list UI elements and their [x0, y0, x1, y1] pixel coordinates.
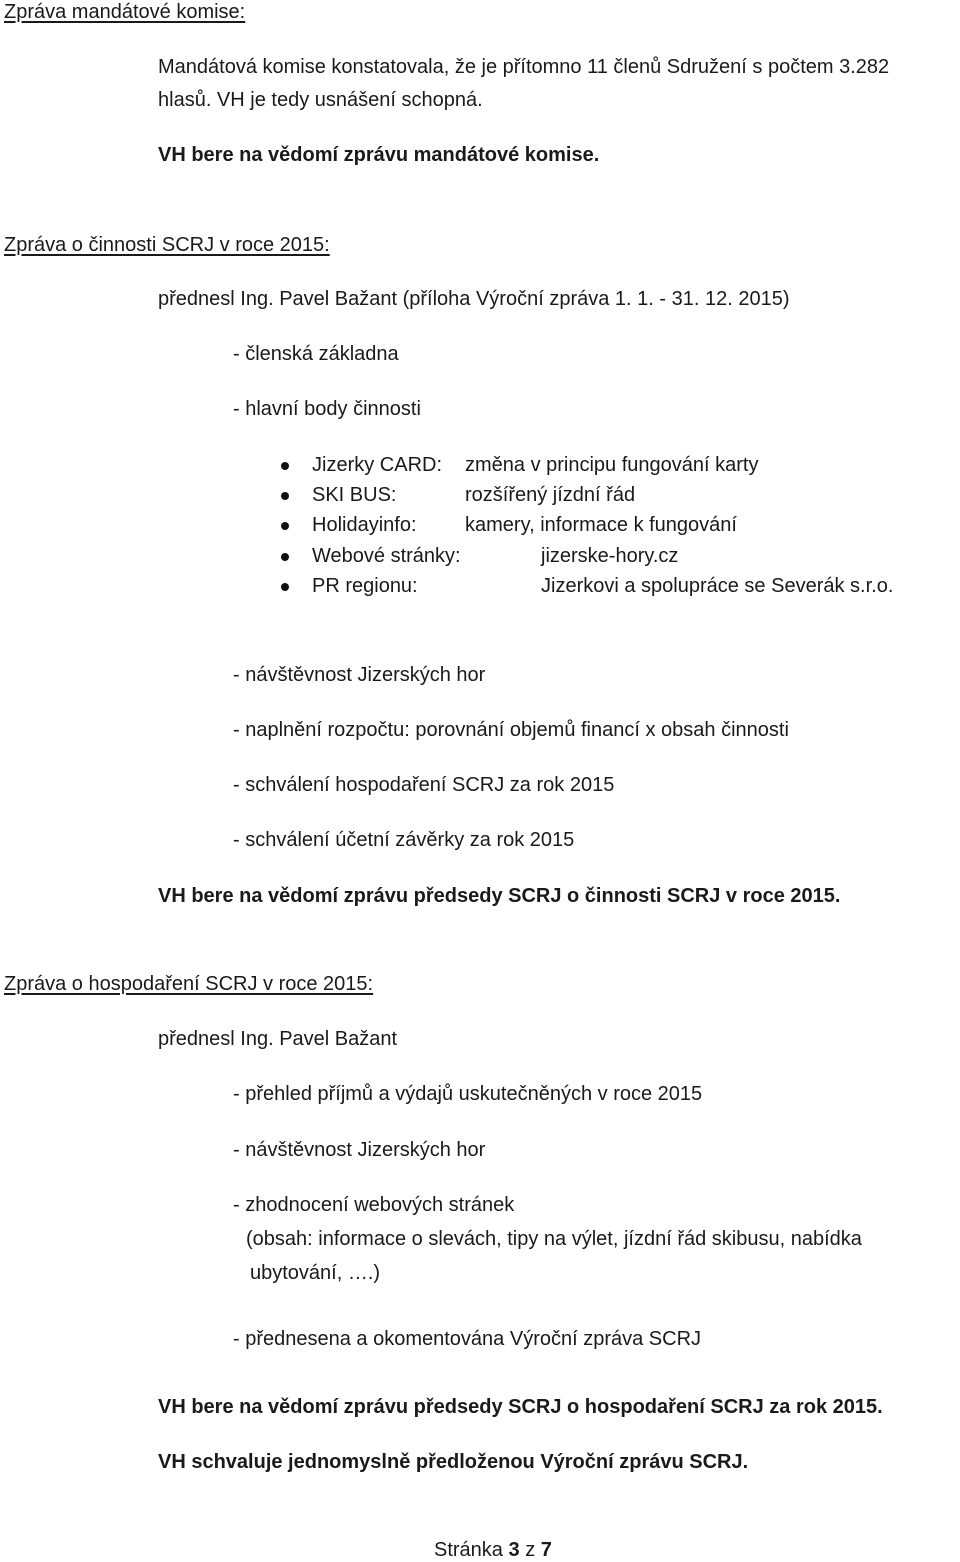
- bullet-value: změna v principu fungování karty: [465, 454, 759, 476]
- item-visitor-rate-2: - návštěvnost Jizerských hor: [233, 1139, 486, 1161]
- page-current: 3: [508, 1539, 520, 1561]
- item-accounts-approval: - schválení účetní závěrky za rok 2015: [233, 829, 575, 851]
- bullet-value: jizerske-hory.cz: [541, 545, 679, 567]
- mandate-paragraph-line2: hlasů. VH je tedy usnášení schopná.: [158, 89, 483, 111]
- bullet-icon: [281, 522, 289, 530]
- bullet-label: Holidayinfo:: [312, 514, 417, 536]
- item-membership-base: - členská základna: [233, 343, 399, 365]
- bullet-value: Jizerkovi a spolupráce se Severák s.r.o.: [541, 575, 894, 597]
- activity-presenter: přednesl Ing. Pavel Bažant (příloha Výroční zpráva 1. 1. - 31. 12. 2015): [158, 288, 790, 310]
- item-budget-fulfilment: - naplnění rozpočtu: porovnání objemů financí x obsah činnosti: [233, 719, 789, 741]
- heading-mandate-report: Zpráva mandátové komise:: [4, 1, 246, 23]
- heading-activity-report: Zpráva o činnosti SCRJ v roce 2015:: [4, 234, 330, 256]
- bullet-label: SKI BUS:: [312, 484, 397, 506]
- bullet-label: Webové stránky:: [312, 545, 461, 567]
- bullet-label: PR regionu:: [312, 575, 418, 597]
- heading-finance-report: Zpráva o hospodaření SCRJ v roce 2015:: [4, 973, 374, 995]
- page-number: [434, 1538, 552, 1562]
- activity-resolution: VH bere na vědomí zprávu předsedy SCRJ o činnosti SCRJ v roce 2015.: [158, 885, 841, 907]
- item-management-approval: - schválení hospodaření SCRJ za rok 2015: [233, 774, 615, 796]
- mandate-paragraph-line1: Mandátová komise konstatovala, že je přítomno 11 členů Sdružení s počtem 3.282: [158, 56, 890, 78]
- annual-report-resolution: VH schvaluje jednomyslně předloženou Výroční zprávu SCRJ.: [158, 1451, 749, 1473]
- page-word: Stránka: [434, 1539, 503, 1561]
- bullet-label: Jizerky CARD:: [312, 454, 443, 476]
- bullet-value: kamery, informace k fungování: [465, 514, 737, 536]
- bullet-icon: [281, 492, 289, 500]
- page-total: 7: [540, 1539, 552, 1561]
- bullet-value: rozšířený jízdní řád: [465, 484, 636, 506]
- bullet-icon: [281, 553, 289, 561]
- bullet-icon: [281, 462, 289, 470]
- item-visitor-rate: - návštěvnost Jizerských hor: [233, 664, 486, 686]
- item-annual-report: - přednesena a okomentována Výroční zpráva SCRJ: [233, 1328, 702, 1350]
- finance-presenter: přednesl Ing. Pavel Bažant: [158, 1028, 398, 1050]
- bullet-icon: [281, 583, 289, 591]
- finance-resolution: VH bere na vědomí zprávu předsedy SCRJ o hospodaření SCRJ za rok 2015.: [158, 1396, 883, 1418]
- item-income-expenses: - přehled příjmů a výdajů uskutečněných v roce 2015: [233, 1083, 703, 1105]
- page-of: z: [525, 1539, 536, 1561]
- item-main-activities: - hlavní body činnosti: [233, 398, 421, 420]
- website-note-line1: (obsah: informace o slevách, tipy na výlet, jízdní řád skibusu, nabídka: [246, 1228, 862, 1250]
- website-note-line2: ubytování, ….): [250, 1262, 381, 1284]
- mandate-resolution: VH bere na vědomí zprávu mandátové komise.: [158, 144, 600, 166]
- item-website-evaluation: - zhodnocení webových stránek: [233, 1194, 515, 1216]
